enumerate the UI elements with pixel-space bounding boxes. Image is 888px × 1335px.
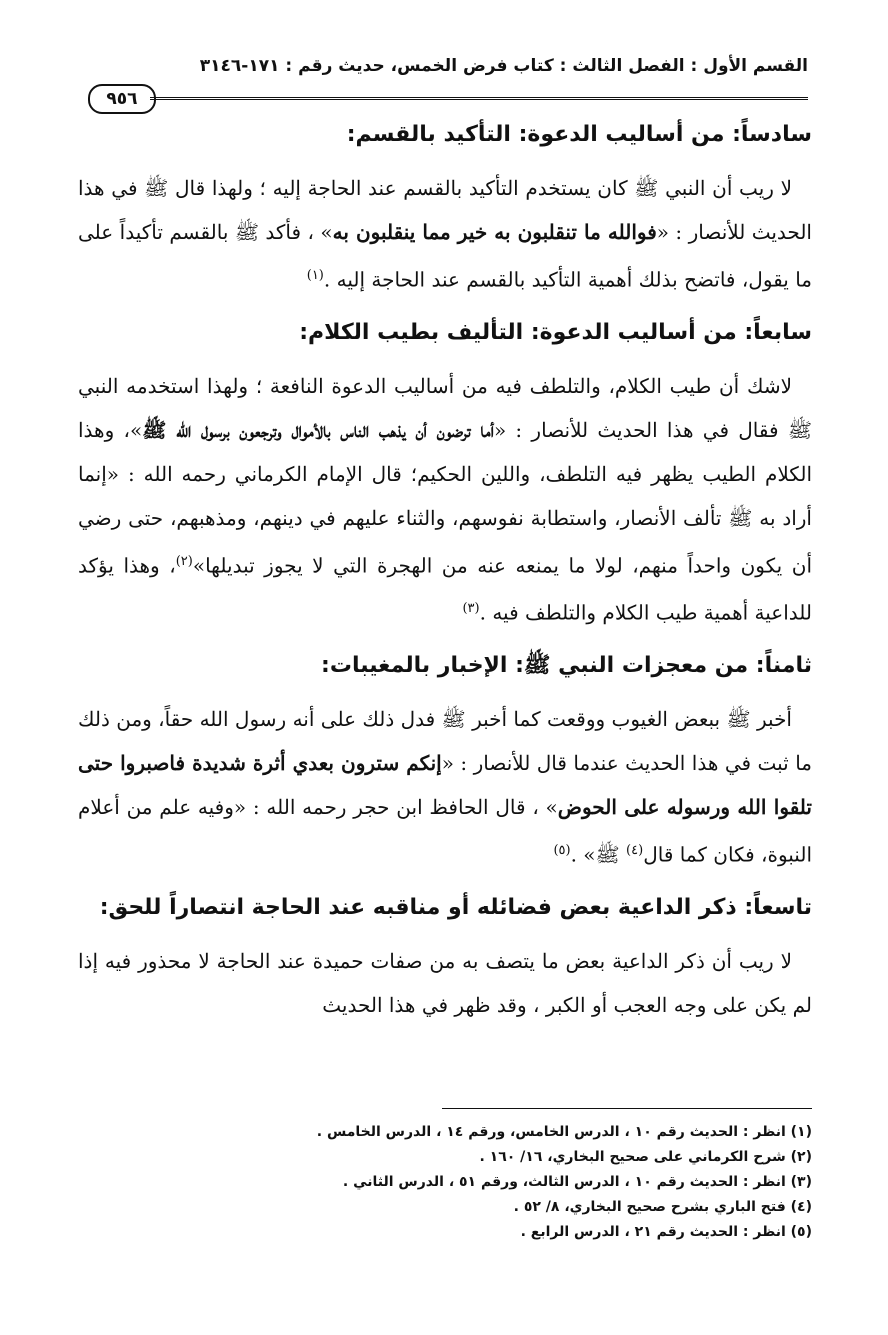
running-header: القسم الأول : الفصل الثالث : كتاب فرض الخمس، حديث رقم : ١٧١-٣١٤٦ <box>199 56 808 76</box>
footnote-rule <box>442 1108 812 1109</box>
body-text <box>78 118 812 1041</box>
footnote: (٢) شرح الكرماني على صحيح البخاري، ١٦/ ١٦٠ . <box>479 1149 812 1165</box>
paragraph-text: » ، فأكد ﷺ بالقسم تأكيداً على ما يقول، فاتضح بذلك أهمية التأكيد بالقسم عند الحاجة إليه . <box>78 220 812 292</box>
paragraph-text: ، وهذا يؤكد للداعية أهمية طيب الكلام والتلطف فيه . <box>78 553 812 625</box>
paragraph-text: لاشك أن طيب الكلام، والتلطف فيه من أساليب الدعوة النافعة ؛ ولهذا استخدمه النبي ﷺ فقال في هذا الحديث للأنصار : « <box>78 373 812 442</box>
page-number: ٩٥٦ <box>88 84 156 114</box>
section-heading: سابعاً: من أساليب الدعوة: التأليف بطيب الكلام: <box>299 319 812 345</box>
hadith-quote: فوالله ما تنقلبون به خير مما ينقلبون به <box>332 220 657 244</box>
section-9 <box>78 891 812 1027</box>
paragraph-text: أخبر ﷺ ببعض الغيوب ووقعت كما أخبر ﷺ فدل ذلك على أنه رسول الله حقاً، ومن ذلك ما ثبت في هذا الحديث عندما قال للأنصار : « <box>78 706 813 775</box>
footnote-ref: (٥) <box>553 842 571 858</box>
hadith-quote: أما ترضون أن يذهب الناس بالأموال وترجعون برسول الله ﷺ <box>142 417 494 442</box>
footnote: (٤) فتح الباري بشرح صحيح البخاري، ٨/ ٥٢ . <box>513 1199 812 1215</box>
section-6 <box>78 118 812 302</box>
section-heading: تاسعاً: ذكر الداعية بعض فضائله أو مناقبه عند الحاجة انتصاراً للحق: <box>99 894 812 920</box>
section-7 <box>78 316 812 635</box>
paragraph-text: لا ريب أن النبي ﷺ كان يستخدم التأكيد بالقسم عند الحاجة إليه ؛ ولهذا قال ﷺ في هذا الحديث للأنصار : « <box>78 176 812 244</box>
section-paragraph <box>78 166 812 302</box>
header-rule <box>150 97 808 100</box>
paragraph-text: »، وهذا الكلام الطيب يظهر فيه التلطف، واللين الحكيم؛ قال الإمام الكرماني رحمه الله : «إنما أراد به ﷺ تألف الأنصار، واستطابة نفوسهم، والثناء عليهم في دينهم، ومذهبهم، حتى رضي أن يكون واحداً منهم، لولا ما يمنعه عنه من الهجرة التي لا يجوز تبديلها» <box>78 417 813 578</box>
footnotes <box>80 1120 812 1245</box>
paragraph-text: » ، قال الحافظ ابن حجر رحمه الله : «وفيه علم من أعلام النبوة، فكان كما قال <box>78 794 812 867</box>
section-8 <box>78 649 812 877</box>
section-heading: سادساً: من أساليب الدعوة: التأكيد بالقسم: <box>346 122 812 147</box>
footnote: (١) انظر : الحديث رقم ١٠ ، الدرس الخامس، ورقم ١٤ ، الدرس الخامس . <box>316 1124 812 1140</box>
section-paragraph <box>78 364 812 635</box>
footnote-ref: (٣) <box>462 601 480 617</box>
footnote-ref: (١) <box>306 268 324 283</box>
footnote: (٣) انظر : الحديث رقم ١٠ ، الدرس الثالث، ورقم ٥١ ، الدرس الثاني . <box>342 1174 812 1190</box>
section-heading: ثامناً: من معجزات النبي ﷺ: الإخبار بالمغيبات: <box>321 652 812 678</box>
hadith-quote: إنكم سترون بعدي أثرة شديدة فاصبروا حتى تلقوا الله ورسوله على الحوض <box>78 750 812 819</box>
paragraph-text: ﷺ» . <box>570 842 627 867</box>
paragraph-text: لا ريب أن ذكر الداعية بعض ما يتصف به من صفات حميدة عند الحاجة لا محذور فيه إذا لم يكن على وجه العجب أو الكبر ، وقد ظهر في هذا الحديث <box>78 948 812 1017</box>
footnote-ref: (٢) <box>175 553 193 569</box>
footnote: (٥) انظر : الحديث رقم ٢١ ، الدرس الرابع . <box>520 1224 812 1240</box>
section-paragraph <box>78 939 812 1027</box>
footnote-ref: (٤) <box>626 842 644 858</box>
section-paragraph <box>78 697 812 877</box>
